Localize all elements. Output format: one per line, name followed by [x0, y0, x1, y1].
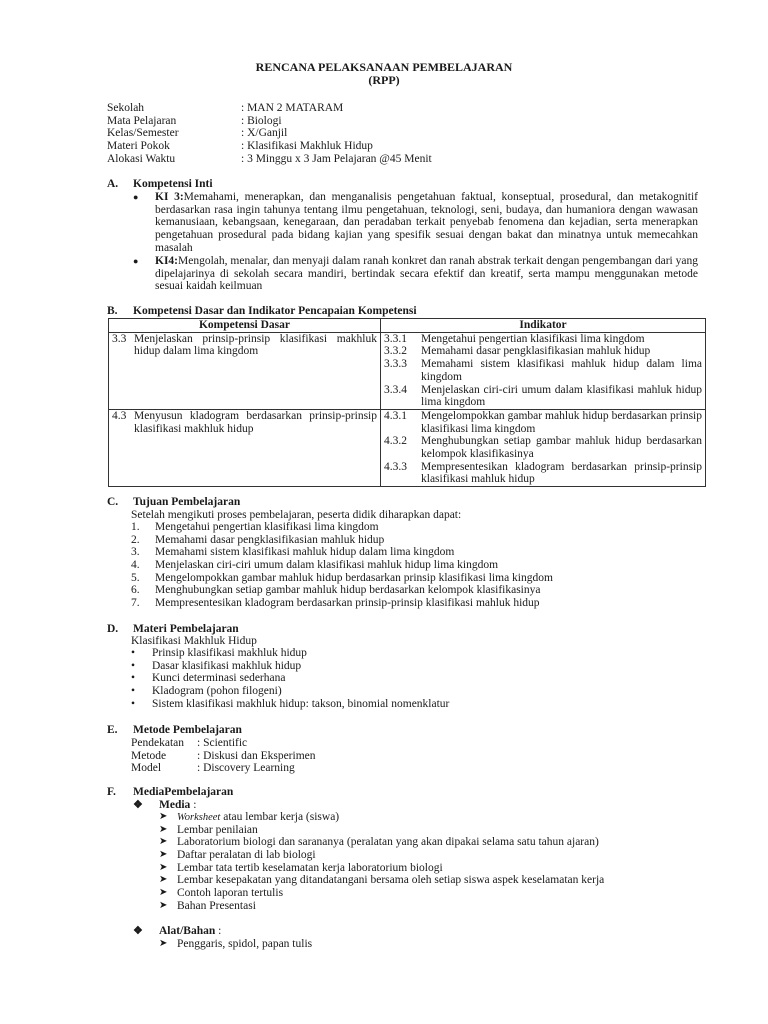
bullet-icon: ●: [133, 192, 139, 202]
bullet-icon: •: [131, 697, 136, 710]
identity-label: Materi Pokok: [107, 140, 170, 153]
list-item: [131, 584, 553, 597]
list-text: Laboratorium biologi dan sarananya (peralatan yang akan dipakai selama satu tahun ajaran): [177, 836, 599, 849]
kd-text: Menjelaskan prinsip-prinsip klasifikasi makhluk hidup dalam lima kingdom: [134, 332, 377, 358]
list-text: Dasar klasifikasi makhluk hidup: [152, 659, 302, 672]
section-letter: B.: [107, 305, 118, 317]
list-item: [131, 660, 449, 673]
objectives-list: [131, 521, 553, 610]
worksheet-term: Worksheet: [177, 812, 221, 823]
material-intro: Klasifikasi Makhluk Hidup: [131, 635, 257, 647]
indicator-cell: [381, 332, 706, 409]
method-label: Model: [131, 762, 162, 775]
indicator-number: 4.3.1: [384, 409, 407, 422]
list-number: 3.: [131, 546, 140, 559]
list-item: [131, 698, 449, 711]
list-text: [177, 811, 339, 824]
list-text: Prinsip klasifikasi makhluk hidup: [152, 647, 307, 659]
section-e-heading: [107, 724, 242, 737]
section-title: MediaPembelajaran: [133, 786, 234, 798]
list-text: Kunci determinasi sederhana: [152, 672, 286, 685]
identity-block: [107, 102, 432, 165]
alat-heading: [159, 925, 221, 938]
column-header-indikator: Indikator: [381, 319, 706, 333]
list-text: Bahan Presentasi: [177, 899, 256, 912]
document-title: RENCANA PELAKSANAAN PEMBELAJARAN: [255, 60, 513, 74]
section-letter: C.: [107, 496, 119, 508]
method-label: Metode: [131, 749, 167, 762]
alat-colon: :: [215, 925, 222, 937]
indicator-item: [384, 435, 702, 460]
kd-number: 4.3: [112, 409, 127, 422]
bullet-icon: •: [131, 659, 136, 672]
indicator-number: 3.3.4: [384, 383, 407, 396]
identity-value: : Biologi: [241, 114, 282, 127]
table-row: [109, 332, 706, 409]
kd-text: Menyusun kladogram berdasarkan prinsip-prinsip klasifikasi makhluk hidup: [134, 409, 377, 435]
alat-list: [159, 938, 312, 951]
section-c-heading: [107, 496, 240, 509]
list-item: [131, 647, 449, 660]
material-list: [131, 647, 449, 710]
indicator-item: [384, 345, 702, 358]
list-item: [159, 874, 604, 887]
list-text: Mengelompokkan gambar mahluk hidup berdasarkan prinsip klasifikasi lima kingdom: [155, 571, 553, 584]
diamond-bullet-icon: ❖: [133, 799, 143, 811]
document-subtitle: (RPP): [368, 73, 400, 87]
list-item: [159, 938, 312, 951]
list-text: Sistem klasifikasi makhluk hidup: takson, binomial nomenklatur: [152, 697, 450, 710]
bullet-icon: •: [131, 685, 136, 698]
identity-row: [107, 140, 432, 153]
ki3-text: Memahami, menerapkan, dan menganalisis pengetahuan faktual, konseptual, prosedural, dan metakognitif berdasarkan rasa ingin tahunya tentang ilmu pengetahuan, teknologi, seni, budaya, dan humaniora dengan wawasan kemanusiaan, kebangsaan, kenegaraan, dan peradaban terkait penyebab fenomena dan kejadian, serta menerapkan pengetahuan prosedural pada bidang kajian yang spesifik sesuai dengan bakat dan minatnya untuk memecahkan masalah: [155, 191, 699, 254]
list-text: Memahami dasar pengklasifikasian mahluk hidup: [155, 533, 385, 546]
identity-value: : X/Ganjil: [241, 127, 288, 140]
identity-row: [107, 153, 432, 166]
indicator-item: [384, 384, 702, 409]
ki4-paragraph: [155, 255, 698, 293]
section-title: Kompetensi Inti: [133, 178, 213, 190]
indicator-cell: [381, 409, 706, 486]
identity-label: Kelas/Semester: [107, 127, 179, 140]
objectives-intro: Setelah mengikuti proses pembelajaran, peserta didik diharapkan dapat:: [131, 509, 462, 521]
list-item: [159, 836, 604, 849]
identity-label: Mata Pelajaran: [107, 114, 177, 127]
list-text: Daftar peralatan di lab biologi: [177, 849, 316, 862]
section-title: Metode Pembelajaran: [133, 724, 242, 736]
list-item: [131, 685, 449, 698]
indicator-text: Mengelompokkan gambar mahluk hidup berdasarkan prinsip klasifikasi lima kingdom: [421, 409, 702, 435]
column-header-kd: Kompetensi Dasar: [109, 319, 381, 333]
list-item: [159, 824, 604, 837]
list-text: Kladogram (pohon filogeni): [152, 685, 282, 698]
media-label: Media: [159, 799, 191, 811]
list-number: 2.: [131, 533, 140, 546]
section-letter: F.: [107, 786, 116, 798]
arrow-bullet-icon: ➤: [159, 811, 168, 822]
section-title: Materi Pembelajaran: [133, 623, 239, 635]
list-text: Memahami sistem klasifikasi mahluk hidup dalam lima kingdom: [155, 546, 455, 559]
list-item: [131, 572, 553, 585]
list-item: [131, 534, 553, 547]
arrow-bullet-icon: ➤: [159, 823, 168, 835]
kd-cell: [109, 332, 381, 409]
identity-label: Sekolah: [107, 102, 145, 114]
identity-row: [107, 102, 432, 115]
section-title: Kompetensi Dasar dan Indikator Pencapaian Kompetensi: [133, 305, 417, 317]
indicator-text: Menghubungkan setiap gambar mahluk hidup berdasarkan kelompok klasifikasinya: [421, 435, 702, 461]
media-list: [159, 811, 604, 913]
identity-value: : Klasifikasi Makhluk Hidup: [241, 140, 373, 153]
list-item: [131, 521, 553, 534]
list-item: [131, 597, 553, 610]
arrow-bullet-icon: ➤: [159, 861, 168, 873]
method-value: : Scientific: [197, 737, 248, 749]
list-item: [131, 559, 553, 572]
arrow-bullet-icon: ➤: [159, 887, 168, 899]
indicator-text: Menjelaskan ciri-ciri umum dalam klasifikasi mahluk hidup lima kingdom: [421, 383, 702, 409]
ki3-label: KI 3:: [155, 191, 184, 203]
indicator-text: Memahami sistem klasifikasi mahluk hidup dalam lima kingdom: [421, 358, 702, 383]
ki3-paragraph: [155, 191, 698, 255]
diamond-bullet-icon: ❖: [133, 925, 143, 937]
indicator-item: [384, 410, 702, 435]
identity-label: Alokasi Waktu: [107, 152, 176, 165]
indicator-number: 3.3.1: [384, 332, 407, 345]
list-text: Lembar tata tertib keselamatan kerja laboratorium biologi: [177, 861, 443, 874]
indicator-number: 4.3.3: [384, 460, 407, 473]
indicator-number: 3.3.3: [384, 358, 407, 371]
arrow-bullet-icon: ➤: [159, 836, 168, 848]
list-item: [159, 900, 604, 913]
method-value: : Diskusi dan Eksperimen: [197, 749, 316, 762]
indicator-text: Mengetahui pengertian klasifikasi lima kingdom: [421, 332, 645, 345]
method-label: Pendekatan: [131, 737, 185, 749]
identity-row: [107, 127, 432, 140]
list-item: [131, 672, 449, 685]
section-f-heading: [107, 786, 233, 799]
arrow-bullet-icon: ➤: [159, 874, 168, 886]
bullet-icon: •: [131, 647, 136, 659]
competency-table: [108, 318, 706, 487]
method-row: [131, 750, 316, 763]
method-block: [131, 737, 316, 775]
method-row: [131, 737, 316, 750]
bullet-icon: ●: [133, 256, 139, 266]
arrow-bullet-icon: ➤: [159, 899, 168, 911]
arrow-bullet-icon: ➤: [159, 849, 168, 861]
indicator-number: 3.3.2: [384, 345, 407, 358]
list-item: [159, 862, 604, 875]
arrow-bullet-icon: ➤: [159, 938, 168, 949]
identity-value: : 3 Minggu x 3 Jam Pelajaran @45 Menit: [241, 152, 432, 165]
kd-cell: [109, 409, 381, 486]
section-d-heading: [107, 623, 239, 636]
table-row: [109, 409, 706, 486]
section-letter: E.: [107, 724, 118, 736]
list-text: Menjelaskan ciri-ciri umum dalam klasifikasi mahluk hidup lima kingdom: [155, 559, 499, 572]
section-letter: D.: [107, 623, 119, 635]
indicator-text: Memahami dasar pengklasifikasian mahluk hidup: [421, 345, 651, 358]
kd-number: 3.3: [112, 332, 127, 345]
list-text: Menghubungkan setiap gambar mahluk hidup berdasarkan kelompok klasifikasinya: [155, 584, 541, 597]
list-text: Contoh laporan tertulis: [177, 887, 284, 900]
indicator-item: [384, 461, 702, 486]
media-colon: :: [190, 799, 197, 811]
bullet-icon: •: [131, 672, 136, 685]
media-heading: [159, 799, 196, 812]
worksheet-rest: atau lembar kerja (siswa): [220, 811, 340, 823]
kd-item: [112, 333, 377, 358]
section-b-heading: [107, 305, 417, 318]
kd-item: [112, 410, 377, 435]
list-item: [131, 546, 553, 559]
list-number: 7.: [131, 597, 140, 610]
list-item: [159, 887, 604, 900]
table-header-row: [109, 319, 706, 333]
identity-row: [107, 115, 432, 128]
section-title: Tujuan Pembelajaran: [133, 496, 241, 508]
ki4-text: Mengolah, menalar, dan menyaji dalam ranah konkret dan ranah abstrak terkait dengan pengembangan dari yang dipelajarinya di sekolah secara mandiri, bertindak secara efektif dan kreatif, serta mampu menggunakan metode sesuai kaidah keilmuan: [155, 255, 698, 293]
indicator-text: Mempresentesikan kladogram berdasarkan prinsip-prinsip klasifikasi mahluk hidup: [421, 460, 702, 486]
ki4-label: KI4:: [155, 255, 178, 267]
list-text: Mempresentesikan kladogram berdasarkan prinsip-prinsip klasifikasi mahluk hidup: [155, 597, 540, 610]
list-item: [159, 849, 604, 862]
list-item: [159, 811, 604, 824]
section-a-heading: [107, 178, 213, 191]
indicator-item: [384, 333, 702, 346]
list-number: 1.: [131, 521, 140, 533]
list-text: Lembar penilaian: [177, 823, 258, 836]
list-number: 4.: [131, 559, 140, 572]
indicator-item: [384, 358, 702, 383]
identity-value: : MAN 2 MATARAM: [241, 102, 344, 114]
section-letter: A.: [107, 178, 119, 190]
list-number: 6.: [131, 584, 140, 597]
method-value: : Discovery Learning: [197, 762, 295, 775]
method-row: [131, 762, 316, 775]
list-text: Lembar kesepakatan yang ditandatangani bersama oleh setiap siswa aspek keselamatan kerja: [177, 874, 605, 887]
list-number: 5.: [131, 571, 140, 584]
alat-label: Alat/Bahan: [159, 925, 216, 937]
indicator-number: 4.3.2: [384, 435, 407, 448]
list-text: Mengetahui pengertian klasifikasi lima kingdom: [155, 521, 379, 533]
list-text: Penggaris, spidol, papan tulis: [177, 938, 313, 950]
